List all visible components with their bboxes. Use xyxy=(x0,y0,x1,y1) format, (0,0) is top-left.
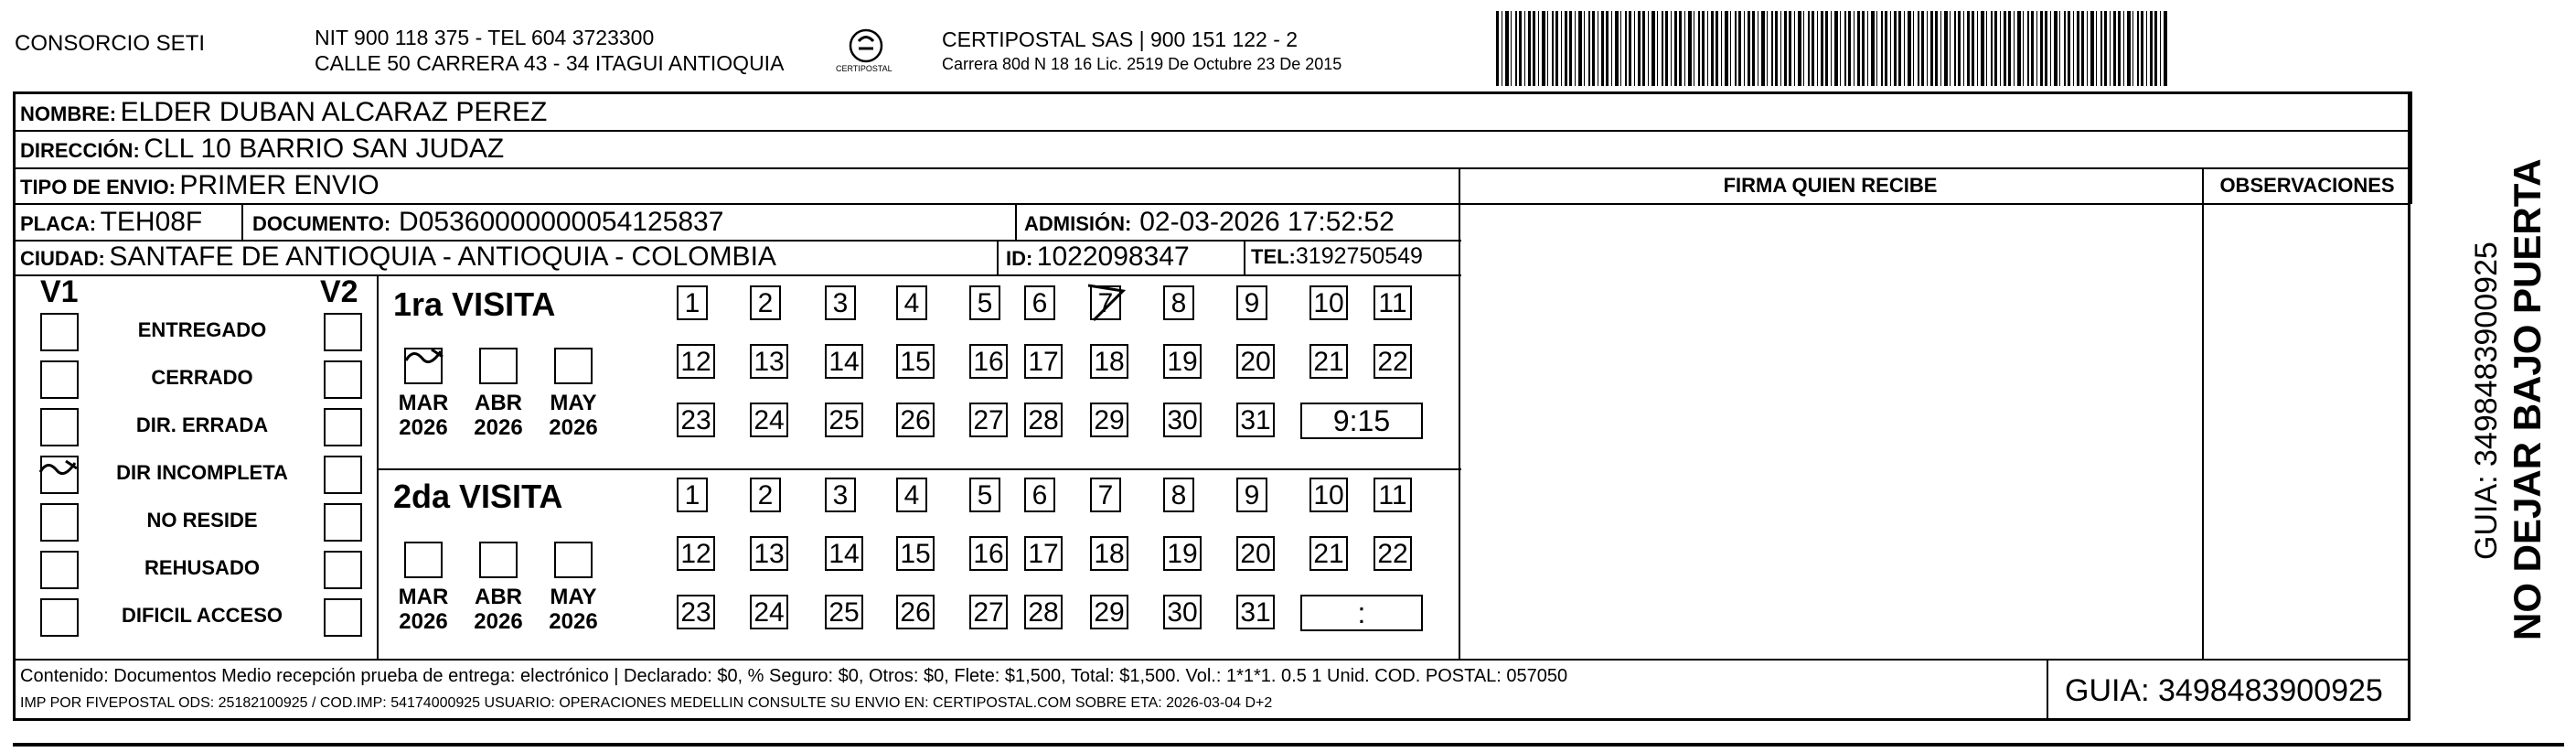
day-box[interactable]: 2 xyxy=(750,285,781,320)
day-box[interactable]: 15 xyxy=(896,344,935,379)
year-label: 2026 xyxy=(399,415,448,440)
day-box[interactable]: 18 xyxy=(1090,344,1128,379)
day-box[interactable]: 26 xyxy=(896,595,935,629)
day-box[interactable]: 30 xyxy=(1163,595,1202,629)
status-label: DIR INCOMPLETA xyxy=(116,461,288,484)
month-label: ABR xyxy=(475,585,522,609)
license-line: Carrera 80d N 18 16 Lic. 2519 De Octubre 23 De 2015 xyxy=(942,55,1342,73)
v1-checkbox[interactable] xyxy=(40,360,79,399)
v2-checkbox[interactable] xyxy=(324,408,362,446)
month-checkbox[interactable] xyxy=(554,348,593,384)
month-check-mark xyxy=(404,346,444,380)
day-box[interactable]: 23 xyxy=(677,403,715,437)
time-box[interactable]: : xyxy=(1300,595,1423,631)
day-box[interactable]: 29 xyxy=(1090,403,1128,437)
day-box[interactable]: 6 xyxy=(1024,478,1055,512)
day-box[interactable]: 29 xyxy=(1090,595,1128,629)
day-box[interactable]: 4 xyxy=(896,285,927,320)
observations-header: OBSERVACIONES xyxy=(2219,174,2395,197)
day-box[interactable]: 14 xyxy=(825,536,863,571)
day-box[interactable]: 10 xyxy=(1309,285,1348,320)
recipient-address: CLL 10 BARRIO SAN JUDAZ xyxy=(144,134,505,164)
status-label: NO RESIDE xyxy=(146,509,258,532)
month-label: MAY xyxy=(550,585,597,609)
day-box[interactable]: 25 xyxy=(825,403,863,437)
v2-checkbox[interactable] xyxy=(324,551,362,589)
day-box[interactable]: 19 xyxy=(1163,536,1202,571)
first-visit-title: 1ra VISITA xyxy=(393,285,556,323)
day-box[interactable]: 5 xyxy=(969,478,1000,512)
year-label: 2026 xyxy=(474,415,523,440)
year-label: 2026 xyxy=(549,609,598,634)
day-box[interactable]: 18 xyxy=(1090,536,1128,571)
day-box[interactable]: 4 xyxy=(896,478,927,512)
nit-line: NIT 900 118 375 - TEL 604 3723300 xyxy=(315,26,655,49)
day-box[interactable]: 20 xyxy=(1236,536,1275,571)
day-box[interactable]: 22 xyxy=(1374,536,1412,571)
day-box[interactable]: 1 xyxy=(677,285,708,320)
year-label: 2026 xyxy=(399,609,448,634)
v1-checkbox[interactable] xyxy=(40,598,79,637)
day-box[interactable]: 1 xyxy=(677,478,708,512)
day-box[interactable]: 28 xyxy=(1024,403,1063,437)
year-label: 2026 xyxy=(474,609,523,634)
day-box[interactable]: 21 xyxy=(1309,536,1348,571)
day-box[interactable]: 11 xyxy=(1374,478,1412,512)
day-box[interactable]: 16 xyxy=(969,344,1008,379)
day-box[interactable]: 3 xyxy=(825,478,856,512)
day-box[interactable]: 31 xyxy=(1236,595,1275,629)
courier-line: CERTIPOSTAL SAS | 900 151 122 - 2 xyxy=(942,27,1299,51)
month-checkbox[interactable] xyxy=(404,542,443,578)
v1-checkbox[interactable] xyxy=(40,551,79,589)
cut-line xyxy=(13,743,2564,747)
address-row: DIRECCIÓN: CLL 10 BARRIO SAN JUDAZ xyxy=(20,134,505,164)
id-cell: ID: 1022098347 xyxy=(1006,242,1190,272)
v2-checkbox[interactable] xyxy=(324,313,362,351)
second-visit-title: 2da VISITA xyxy=(393,478,563,515)
day-box[interactable]: 8 xyxy=(1163,478,1194,512)
day-box[interactable]: 27 xyxy=(969,403,1008,437)
day-box[interactable]: 21 xyxy=(1309,344,1348,379)
day-box[interactable]: 31 xyxy=(1236,403,1275,437)
v1-checkbox[interactable] xyxy=(40,503,79,542)
day-box[interactable]: 17 xyxy=(1024,344,1063,379)
day-box[interactable]: 28 xyxy=(1024,595,1063,629)
day-box[interactable]: 8 xyxy=(1163,285,1194,320)
day-box[interactable]: 11 xyxy=(1374,285,1412,320)
month-label: MAY xyxy=(550,391,597,415)
name-row: NOMBRE: ELDER DUBAN ALCARAZ PEREZ xyxy=(20,97,548,127)
address-line: CALLE 50 CARRERA 43 - 34 ITAGUI ANTIOQUIA xyxy=(315,51,785,75)
city-cell: CIUDAD: SANTAFE DE ANTIOQUIA - ANTIOQUIA - COLOMBIA xyxy=(20,242,776,272)
day-box[interactable]: 12 xyxy=(677,536,715,571)
day-box[interactable]: 9 xyxy=(1236,478,1267,512)
status-label: CERRADO xyxy=(151,366,253,389)
v2-checkbox[interactable] xyxy=(324,598,362,637)
day-box[interactable]: 22 xyxy=(1374,344,1412,379)
signature-header: FIRMA QUIEN RECIBE xyxy=(1723,174,1938,197)
day-box[interactable]: 25 xyxy=(825,595,863,629)
v2-checkbox[interactable] xyxy=(324,360,362,399)
day-box[interactable]: 26 xyxy=(896,403,935,437)
month-checkbox[interactable] xyxy=(554,542,593,578)
status-label: DIFICIL ACCESO xyxy=(121,604,283,627)
day-box[interactable]: 16 xyxy=(969,536,1008,571)
send-type-row: TIPO DE ENVIO: PRIMER ENVIO xyxy=(20,170,379,200)
tel-cell: TEL:3192750549 xyxy=(1251,243,1423,269)
footer-content-line: Contenido: Documentos Medio recepción prueba de entrega: electrónico | Declarado: $0, % Seguro: $0, Otros: $0, Flete: $1,500, Total: $1,500. Vol.: 1*1*1. 0.5 1 Unid. COD. POSTAL: 057050 xyxy=(20,666,1568,686)
v2-label: V2 xyxy=(320,274,358,309)
status-label: REHUSADO xyxy=(144,556,260,579)
side-guide-number: GUIA: 3498483900925 xyxy=(2469,242,2504,560)
plate-cell: PLACA: TEH08F xyxy=(20,207,203,237)
time-box[interactable]: 9:15 xyxy=(1300,403,1423,439)
v1-checkbox[interactable] xyxy=(40,313,79,351)
day-box[interactable]: 10 xyxy=(1309,478,1348,512)
day-box[interactable]: 13 xyxy=(750,536,788,571)
footer-imp-line: IMP POR FIVEPOSTAL ODS: 25182100925 / COD.IMP: 54174000925 USUARIO: OPERACIONES MEDELLIN CONSULTE SU ENVIO EN: CERTIPOSTAL.COM SOBRE ETA: 2026-03-04 D+2 xyxy=(20,695,1273,711)
barcode xyxy=(1496,11,2168,86)
send-type: PRIMER ENVIO xyxy=(179,170,379,200)
day-box[interactable]: 15 xyxy=(896,536,935,571)
status-label: ENTREGADO xyxy=(137,318,267,341)
day-box[interactable]: 14 xyxy=(825,344,863,379)
v1-label: V1 xyxy=(40,274,79,309)
day-box[interactable]: 30 xyxy=(1163,403,1202,437)
day-box[interactable]: 24 xyxy=(750,403,788,437)
no-door-warning: NO DEJAR BAJO PUERTA xyxy=(2506,158,2549,640)
day-box[interactable]: 3 xyxy=(825,285,856,320)
day-box[interactable]: 13 xyxy=(750,344,788,379)
month-label: ABR xyxy=(475,391,522,415)
month-checkbox[interactable] xyxy=(479,542,518,578)
footer-guide: GUIA: 3498483900925 xyxy=(2065,673,2383,708)
day-box[interactable]: 6 xyxy=(1024,285,1055,320)
v1-checkbox[interactable] xyxy=(40,408,79,446)
status-label: DIR. ERRADA xyxy=(135,414,269,436)
day-box[interactable]: 7 xyxy=(1090,285,1121,320)
day-box[interactable]: 20 xyxy=(1236,344,1275,379)
v1-check-mark xyxy=(38,457,79,491)
recipient-name: ELDER DUBAN ALCARAZ PEREZ xyxy=(120,97,548,127)
month-label: MAR xyxy=(398,391,449,415)
day-box[interactable]: 5 xyxy=(969,285,1000,320)
certipostal-logo: CERTIPOSTAL xyxy=(825,24,907,81)
document-cell: DOCUMENTO: D05360000000054125837 xyxy=(252,207,724,237)
day-box[interactable]: 17 xyxy=(1024,536,1063,571)
day-check-mark xyxy=(1085,282,1130,328)
day-box[interactable]: 7 xyxy=(1090,478,1121,512)
company-name: CONSORCIO SETI xyxy=(15,31,206,56)
admission-cell: ADMISIÓN: 02-03-2026 17:52:52 xyxy=(1024,207,1395,237)
day-box[interactable]: 23 xyxy=(677,595,715,629)
day-box[interactable]: 9 xyxy=(1236,285,1267,320)
month-label: MAR xyxy=(398,585,449,609)
day-box[interactable]: 24 xyxy=(750,595,788,629)
day-box[interactable]: 12 xyxy=(677,344,715,379)
v2-checkbox[interactable] xyxy=(324,456,362,494)
month-checkbox[interactable] xyxy=(479,348,518,384)
day-box[interactable]: 27 xyxy=(969,595,1008,629)
year-label: 2026 xyxy=(549,415,598,440)
v2-checkbox[interactable] xyxy=(324,503,362,542)
day-box[interactable]: 19 xyxy=(1163,344,1202,379)
day-box[interactable]: 2 xyxy=(750,478,781,512)
